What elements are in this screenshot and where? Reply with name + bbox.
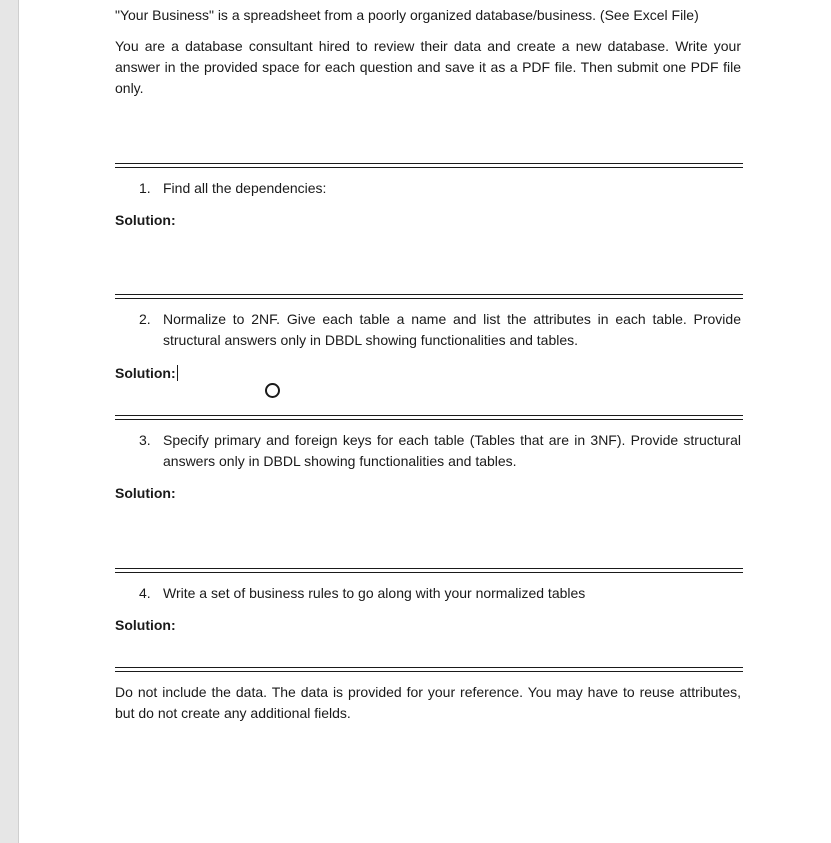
intro-line-1: "Your Business" is a spreadsheet from a poorly organized database/business. (See Excel File) [115,7,699,23]
question-3-text: Specify primary and foreign keys for each table (Tables that are in 3NF). Provide structural answers only in DBDL showing functionalities and tables. [163,432,741,469]
question-1-solution-label: Solution: [115,212,176,228]
question-2-solution-label: Solution: [115,365,176,381]
double-rule-4 [115,568,743,573]
question-2-text: Normalize to 2NF. Give each table a name and list the attributes in each table. Provide structural answers only in DBDL showing functionalities and tables. [163,311,741,348]
question-1-number: 1. [139,180,151,196]
text-caret [177,365,178,381]
footer-paragraph: Do not include the data. The data is provided for your reference. You may have to reuse attributes, but do not create any additional fields. [115,684,741,721]
mouse-cursor-icon [265,383,280,398]
question-3-number: 3. [139,432,151,448]
document-page [18,0,831,843]
intro-paragraph: You are a database consultant hired to review their data and create a new database. Write your answer in the provided space for each question and save it as a PDF file. Then submit one PDF file only. [115,38,741,96]
double-rule-5 [115,667,743,672]
question-4-text: Write a set of business rules to go along with your normalized tables [163,585,586,601]
question-4-solution-label: Solution: [115,617,176,633]
question-2-solution-row [115,363,178,384]
double-rule-2 [115,294,743,299]
question-2-number: 2. [139,311,151,327]
question-4-number: 4. [139,585,151,601]
question-3-solution-label: Solution: [115,485,176,501]
question-1-text: Find all the dependencies: [163,180,327,196]
double-rule-3 [115,415,743,420]
double-rule-1 [115,163,743,168]
